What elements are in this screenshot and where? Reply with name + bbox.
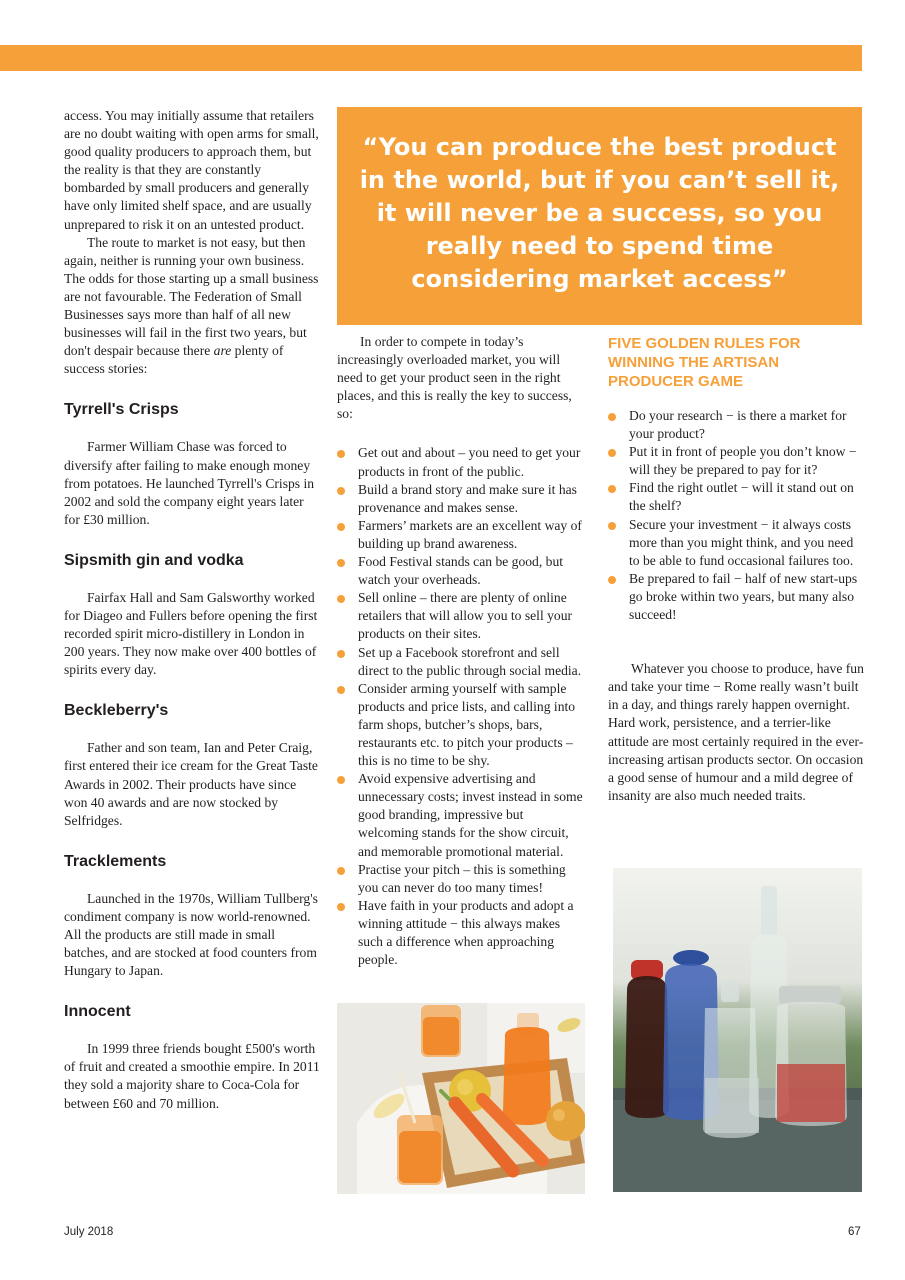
bottles-photo — [613, 868, 862, 1192]
list-item: Find the right outlet − will it stand out on the shelf? — [608, 479, 864, 515]
juice-illustration — [337, 1003, 585, 1194]
closing-paragraph: Whatever you choose to produce, have fun and take your time − Rome really wasn’t built in a day, and things rarely happen overnight. Hard work, persistence, and a terrier-like attitude are most certainly required in the ever-increasing artisan products sector. On occasion a good sense of humour and a mild degree of insanity are also much needed traits. — [608, 661, 864, 803]
middle-column — [337, 333, 585, 969]
juice-photo — [337, 1003, 585, 1194]
list-item: Have faith in your products and adopt a winning attitude − this always makes such a difference when approaching people. — [337, 897, 585, 969]
tips-intro: In order to compete in today’s increasingly overloaded market, you will need to get your product seen in the right places, and this is really the key to success, so: — [337, 334, 572, 422]
bullet-dot-icon — [608, 522, 616, 530]
list-item: Build a brand story and make sure it has provenance and makes sense. — [337, 481, 585, 517]
right-column — [608, 334, 864, 805]
story-title: Sipsmith gin and vodka — [64, 551, 244, 569]
bullet-dot-icon — [608, 413, 616, 421]
page-number: 67 — [848, 1226, 861, 1238]
list-item: Be prepared to fail − half of new start-ups go broke within two years, but many also succeed! — [608, 570, 864, 624]
rules-list — [608, 407, 864, 624]
bullet-dot-icon — [608, 576, 616, 584]
list-item: Set up a Facebook storefront and sell direct to the public through social media. — [337, 644, 585, 680]
story-text: In 1999 three friends bought £500's worth of fruit and created a smoothie empire. In 2011 they sold a majority share to Coca-Cola for between £60 and 70 million. — [64, 1041, 320, 1111]
story-title: Innocent — [64, 1003, 131, 1021]
tips-list — [337, 444, 585, 969]
bullet-dot-icon — [337, 776, 345, 784]
list-item: Secure your investment − it always costs more than you might think, and you need to be able to fund occasional failures too. — [608, 516, 864, 570]
story-title: Tyrrell's Crisps — [64, 401, 179, 419]
pull-quote: “You can produce the best product in the world, but if you can’t sell it, it will never be a success, so you really need to spend time considering market access” — [337, 107, 862, 325]
story-text: Launched in the 1970s, William Tullberg's condiment company is now world-renowned. All the products are still made in small batches, and are stocked at food counters from Hungary to Japan. — [64, 890, 318, 979]
list-item: Food Festival stands can be good, but watch your overheads. — [337, 553, 585, 589]
header-accent-bar — [0, 45, 862, 71]
bullet-dot-icon — [337, 867, 345, 875]
emphasis-are: are — [213, 343, 232, 359]
story-text: Father and son team, Ian and Peter Craig, first entered their ice cream for the Great Taste Awards in 2002. Their products have since won 40 awards and are now stocked by Selfridges. — [64, 740, 318, 828]
bullet-dot-icon — [337, 686, 345, 694]
story-text: Farmer William Chase was forced to diversify after failing to make enough money from potatoes. He launched Tyrrell's Crisps in 2002 and sold the company eight years later for £30 million. — [64, 439, 315, 527]
story-title: Tracklements — [64, 852, 167, 870]
list-item: Do your research − is there a market for your product? — [608, 407, 864, 443]
rules-heading: FIVE GOLDEN RULES FOR WINNING THE ARTISAN PRODUCER GAME — [608, 335, 801, 390]
bullet-dot-icon — [337, 559, 345, 567]
bullet-dot-icon — [337, 903, 345, 911]
list-item: Farmers’ markets are an excellent way of building up brand awareness. — [337, 517, 585, 553]
list-item: Get out and about – you need to get your products in front of the public. — [337, 444, 585, 480]
route-paragraph: The route to market is not easy, but then again, neither is running your own business. The odds for those starting up a small business are not favourable. The Federation of Small Businesses says more than half of all new businesses will fail in the first two years, but don't despair because there are plenty of success stories: — [64, 234, 319, 377]
intro-paragraph: access. You may initially assume that retailers are no doubt waiting with open arms for small, good quality producers to approach them, but the reality is that they are constantly bombarded by small producers and generally have only limited shelf space, and are usually unprepared to risk it on an untested product. — [64, 108, 319, 232]
bullet-dot-icon — [608, 485, 616, 493]
list-item: Practise your pitch – this is something you can never do too many times! — [337, 861, 585, 897]
bullet-dot-icon — [337, 650, 345, 658]
bullet-dot-icon — [337, 487, 345, 495]
list-item: Put it in front of people you don’t know − will they be prepared to pay for it? — [608, 443, 864, 479]
list-item: Sell online – there are plenty of online retailers that will allow you to sell your products on their sites. — [337, 589, 585, 643]
list-item: Consider arming yourself with sample products and price lists, and calling into farm shops, butcher’s shops, bars, restaurants etc. to pitch your products – this is no time to be shy. — [337, 680, 585, 770]
bullet-dot-icon — [337, 595, 345, 603]
story-title: Beckleberry's — [64, 702, 169, 720]
bullet-dot-icon — [608, 449, 616, 457]
left-column — [64, 107, 320, 1113]
footer-date: July 2018 — [64, 1226, 114, 1238]
bottles-illustration — [613, 868, 862, 1192]
bullet-dot-icon — [337, 450, 345, 458]
bullet-dot-icon — [337, 523, 345, 531]
story-text: Fairfax Hall and Sam Galsworthy worked for Diageo and Fullers before opening the first recorded spirit micro-distillery in London in 200 years. They now make over 400 bottles of spirits every day. — [64, 589, 318, 678]
list-item: Avoid expensive advertising and unnecessary costs; invest instead in some good branding, impressive but welcoming stands for the show circuit, and memorable promotional material. — [337, 770, 585, 860]
